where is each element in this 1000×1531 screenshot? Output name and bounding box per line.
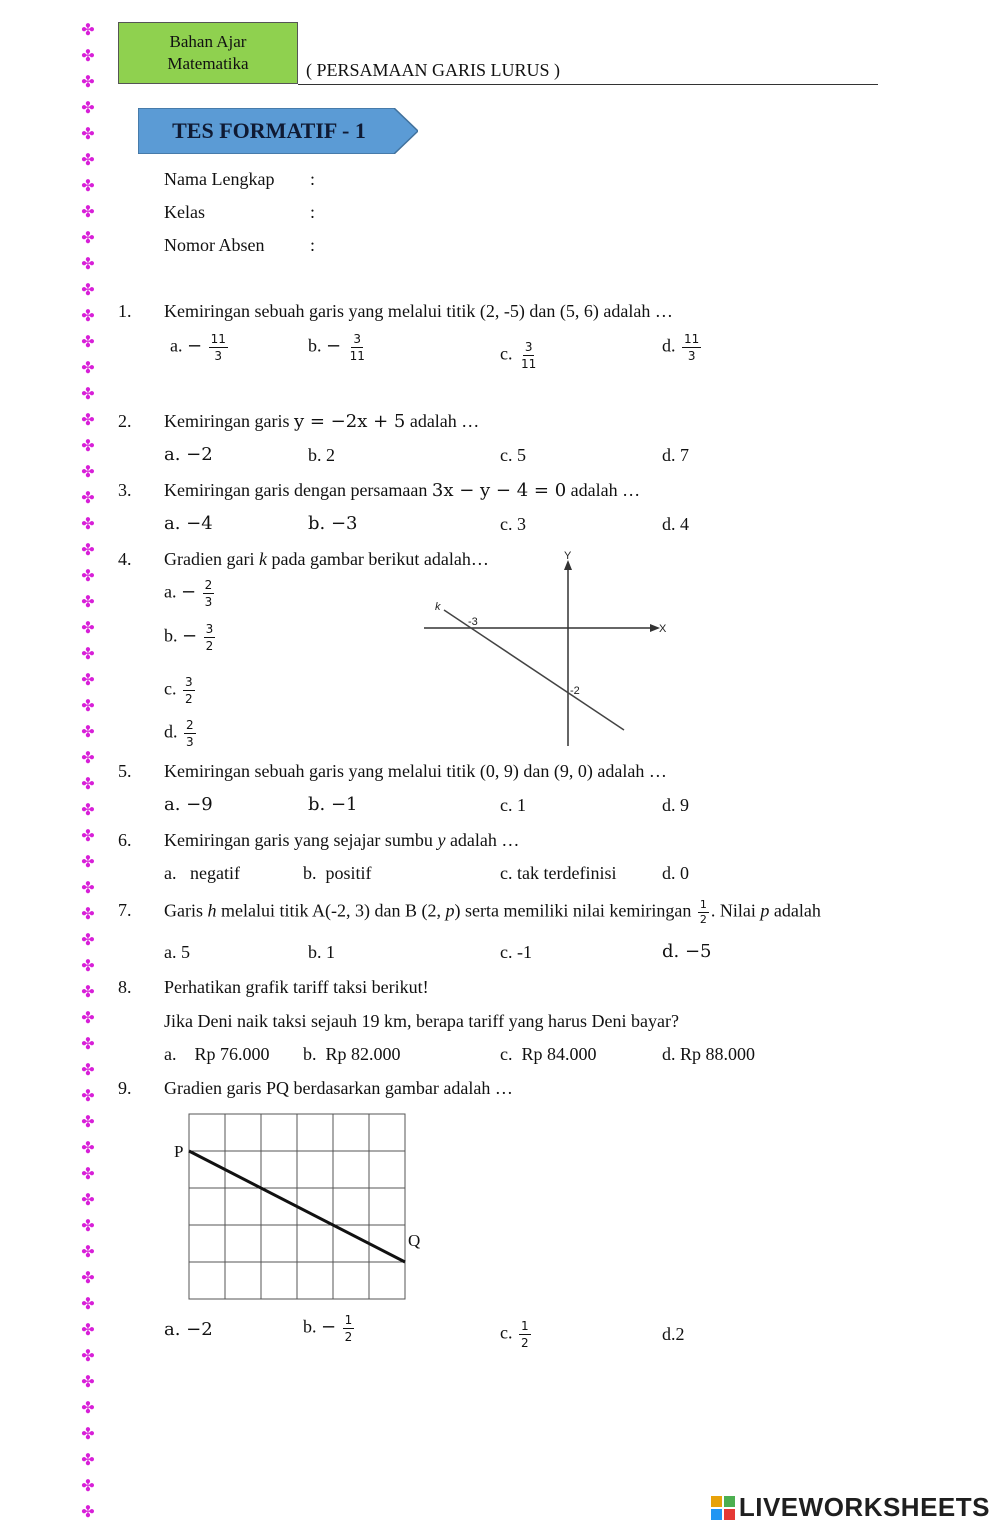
header-topic: ( PERSAMAAN GARIS LURUS ) bbox=[306, 60, 561, 80]
border-ornament-icon: ✤ bbox=[81, 878, 95, 897]
border-ornament-icon: ✤ bbox=[81, 1034, 95, 1053]
q4-b-fraction: $\frac{3}{2}$ bbox=[205, 622, 214, 653]
q9-grid-figure bbox=[170, 1108, 430, 1308]
border-ornament-icon: ✤ bbox=[81, 1190, 95, 1209]
q1-b-fraction: $\frac{3}{11}$ bbox=[349, 332, 365, 363]
q1-a-fraction: $\frac{11}{3}$ bbox=[210, 332, 226, 363]
q1-number: 1. bbox=[118, 301, 132, 321]
q8-text-2: Jika Deni naik taksi sejauh 19 km, berapa tariff yang harus Deni bayar? bbox=[164, 1011, 679, 1031]
q4-d-fraction: $\frac{2}{3}$ bbox=[186, 718, 194, 749]
border-ornament-icon: ✤ bbox=[81, 384, 95, 403]
q3-equation: 3x − y − 4 = 0 bbox=[431, 480, 567, 501]
border-ornament-icon: ✤ bbox=[81, 982, 95, 1001]
q2-option-c[interactable]: c. 5 bbox=[500, 445, 526, 465]
q4-option-a[interactable]: a. − $\frac{2}{3}$ bbox=[164, 578, 213, 609]
q7-fraction: $\frac{1}{2}$ bbox=[699, 898, 707, 926]
q3-option-b[interactable]: b. −3 bbox=[308, 513, 358, 534]
border-ornament-icon: ✤ bbox=[81, 1320, 95, 1339]
border-ornament-icon: ✤ bbox=[81, 1450, 95, 1469]
border-ornament-icon: ✤ bbox=[81, 1112, 95, 1131]
q2-number: 2. bbox=[118, 411, 132, 431]
page-title: TES FORMATIF - 1 bbox=[172, 118, 366, 143]
border-ornament-icon: ✤ bbox=[81, 904, 95, 923]
border-ornament-icon: ✤ bbox=[81, 150, 95, 169]
q4-c-fraction: $\frac{3}{2}$ bbox=[185, 675, 193, 706]
q4-k-label: k bbox=[435, 601, 441, 613]
name-colon: : bbox=[310, 169, 316, 189]
q4-y-intercept: -2 bbox=[570, 685, 580, 697]
q1-c-fraction: $\frac{3}{11}$ bbox=[521, 340, 537, 371]
header-subject-box bbox=[118, 22, 298, 84]
q7-text: Garis h melalui titik A(-2, 3) dan B (2, p) serta memiliki nilai kemiringan $\frac{1}{2}$ . Nilai p adalah bbox=[164, 898, 821, 926]
q7-number: 7. bbox=[118, 900, 132, 920]
q9-number: 9. bbox=[118, 1078, 132, 1098]
q1-text: Kemiringan sebuah garis yang melalui titik (2, -5) dan (5, 6) adalah … bbox=[164, 301, 673, 321]
border-ornament-icon: ✤ bbox=[81, 46, 95, 65]
q5-option-d[interactable]: d. 9 bbox=[662, 795, 689, 815]
q1-option-a[interactable]: a. − $\frac{11}{3}$ bbox=[170, 332, 226, 363]
border-ornament-icon: ✤ bbox=[81, 1346, 95, 1365]
border-ornament-icon: ✤ bbox=[81, 488, 95, 507]
q4-option-c[interactable]: c. $\frac{3}{2}$ bbox=[164, 675, 193, 706]
border-ornament-icon: ✤ bbox=[81, 1372, 95, 1391]
liveworksheets-logo[interactable] bbox=[711, 1492, 990, 1523]
border-ornament-icon: ✤ bbox=[81, 956, 95, 975]
border-ornament-icon: ✤ bbox=[81, 566, 95, 585]
liveworksheets-brand: LIVEWORKSHEETS bbox=[738, 1492, 990, 1522]
border-ornament-icon: ✤ bbox=[81, 670, 95, 689]
border-ornament-icon: ✤ bbox=[81, 826, 95, 845]
q6-option-d[interactable]: d. 0 bbox=[662, 863, 689, 883]
q1-d-fraction: $\frac{11}{3}$ bbox=[684, 332, 700, 363]
q8-text: Perhatikan grafik tariff taksi berikut! bbox=[164, 977, 429, 997]
q5-option-c[interactable]: c. 1 bbox=[500, 795, 526, 815]
border-ornament-icon: ✤ bbox=[81, 1398, 95, 1417]
q9-b-fraction: $\frac{1}{2}$ bbox=[344, 1313, 353, 1344]
border-ornament-icon: ✤ bbox=[81, 722, 95, 741]
q4-y-label: Y bbox=[564, 550, 572, 562]
q7-option-d[interactable]: d. −5 bbox=[662, 941, 712, 962]
q5-number: 5. bbox=[118, 761, 132, 781]
border-ornament-icon: ✤ bbox=[81, 280, 95, 299]
q2-equation: y = −2x + 5 bbox=[293, 411, 406, 432]
q1-option-c[interactable]: c. $\frac{3}{11}$ bbox=[500, 340, 537, 371]
header-box-line2: Matematika bbox=[167, 54, 249, 73]
q3-text: Kemiringan garis dengan persamaan 3x − y − 4 = 0 adalah … bbox=[164, 480, 641, 501]
q6-text: Kemiringan garis yang sejajar sumbu y adalah … bbox=[164, 830, 520, 850]
header-box-line1: Bahan Ajar bbox=[169, 32, 247, 51]
q8-option-c[interactable]: c. Rp 84.000 bbox=[500, 1044, 597, 1064]
border-ornament-icon: ✤ bbox=[81, 410, 95, 429]
q9-option-a[interactable]: a. −2 bbox=[164, 1319, 213, 1340]
border-ornament-icon: ✤ bbox=[81, 358, 95, 377]
q9-point-q-label: Q bbox=[408, 1231, 421, 1250]
border-ornament-icon: ✤ bbox=[81, 1424, 95, 1443]
number-colon: : bbox=[310, 235, 316, 255]
q1-option-b[interactable]: b. − $\frac{3}{11}$ bbox=[308, 332, 365, 363]
q4-a-fraction: $\frac{2}{3}$ bbox=[204, 578, 213, 609]
name-label: Nama Lengkap bbox=[164, 169, 275, 189]
border-ornament-icon: ✤ bbox=[81, 540, 95, 559]
header-rule bbox=[298, 84, 878, 85]
q4-text: Gradien gari k pada gambar berikut adalah… bbox=[164, 549, 489, 569]
border-ornament-icon: ✤ bbox=[81, 98, 95, 117]
border-ornament-icon: ✤ bbox=[81, 1268, 95, 1287]
border-ornament-icon: ✤ bbox=[81, 332, 95, 351]
border-ornament-icon: ✤ bbox=[81, 254, 95, 273]
border-ornament-icon: ✤ bbox=[81, 1502, 95, 1521]
q3-number: 3. bbox=[118, 480, 132, 500]
border-ornament-icon: ✤ bbox=[81, 1138, 95, 1157]
border-ornament-icon: ✤ bbox=[81, 306, 95, 325]
q3-option-c[interactable]: c. 3 bbox=[500, 514, 526, 534]
class-colon: : bbox=[310, 202, 316, 222]
border-ornament-icon: ✤ bbox=[81, 774, 95, 793]
border-ornament-icon: ✤ bbox=[81, 592, 95, 611]
border-ornament-icon: ✤ bbox=[81, 436, 95, 455]
q6-option-c[interactable]: c. tak terdefinisi bbox=[500, 863, 617, 883]
q6-option-b[interactable]: b. positif bbox=[303, 863, 372, 883]
border-ornament-icon: ✤ bbox=[81, 1216, 95, 1235]
q3-option-d[interactable]: d. 4 bbox=[662, 514, 689, 534]
q5-option-b[interactable]: b. −1 bbox=[308, 794, 358, 815]
border-ornament-icon: ✤ bbox=[81, 618, 95, 637]
border-ornament-icon: ✤ bbox=[81, 1476, 95, 1495]
q4-number: 4. bbox=[118, 549, 132, 569]
border-ornament-icon: ✤ bbox=[81, 696, 95, 715]
q2-option-d[interactable]: d. 7 bbox=[662, 445, 689, 465]
border-ornament-icon: ✤ bbox=[81, 1242, 95, 1261]
q6-option-a[interactable]: a. negatif bbox=[164, 863, 240, 883]
q4-x-label: X bbox=[659, 623, 667, 635]
q6-number: 6. bbox=[118, 830, 132, 850]
q5-text: Kemiringan sebuah garis yang melalui titik (0, 9) dan (9, 0) adalah … bbox=[164, 761, 667, 781]
border-ornament-icon: ✤ bbox=[81, 644, 95, 663]
border-ornament-icon: ✤ bbox=[81, 72, 95, 91]
border-ornament-icon: ✤ bbox=[81, 20, 95, 39]
q3-option-a[interactable]: a. −4 bbox=[164, 513, 213, 534]
q4-x-intercept: -3 bbox=[468, 616, 478, 628]
border-ornament-icon: ✤ bbox=[81, 1060, 95, 1079]
q5-option-a[interactable]: a. −9 bbox=[164, 794, 213, 815]
q9-text: Gradien garis PQ berdasarkan gambar adalah … bbox=[164, 1078, 513, 1098]
decorative-border bbox=[78, 22, 98, 1522]
liveworksheets-logo-icon bbox=[711, 1496, 735, 1520]
q7-option-c[interactable]: c. -1 bbox=[500, 942, 532, 962]
q2-option-a[interactable]: a. −2 bbox=[164, 444, 213, 465]
border-ornament-icon: ✤ bbox=[81, 176, 95, 195]
border-ornament-icon: ✤ bbox=[81, 1086, 95, 1105]
q1-option-d[interactable]: d. $\frac{11}{3}$ bbox=[662, 332, 700, 363]
border-ornament-icon: ✤ bbox=[81, 1294, 95, 1313]
border-ornament-icon: ✤ bbox=[81, 228, 95, 247]
q8-option-b[interactable]: b. Rp 82.000 bbox=[303, 1044, 401, 1064]
q9-option-c[interactable]: c. $\frac{1}{2}$ bbox=[500, 1319, 529, 1350]
border-ornament-icon: ✤ bbox=[81, 514, 95, 533]
border-ornament-icon: ✤ bbox=[81, 748, 95, 767]
q9-point-p-label: P bbox=[174, 1142, 184, 1161]
border-ornament-icon: ✤ bbox=[81, 202, 95, 221]
q8-option-a[interactable]: a. Rp 76.000 bbox=[164, 1044, 270, 1064]
q4-option-d[interactable]: d. $\frac{2}{3}$ bbox=[164, 718, 194, 749]
number-label: Nomor Absen bbox=[164, 235, 265, 255]
q9-c-fraction: $\frac{1}{2}$ bbox=[521, 1319, 529, 1350]
q2-text: Kemiringan garis y = −2x + 5 adalah … bbox=[164, 411, 480, 432]
q4-graph bbox=[420, 548, 680, 753]
q7-option-a[interactable]: a. 5 bbox=[164, 942, 190, 962]
q7-option-b[interactable]: b. 1 bbox=[308, 942, 335, 962]
border-ornament-icon: ✤ bbox=[81, 462, 95, 481]
q8-option-d[interactable]: d. Rp 88.000 bbox=[662, 1044, 756, 1064]
border-ornament-icon: ✤ bbox=[81, 800, 95, 819]
border-ornament-icon: ✤ bbox=[81, 852, 95, 871]
border-ornament-icon: ✤ bbox=[81, 124, 95, 143]
border-ornament-icon: ✤ bbox=[81, 1008, 95, 1027]
q9-option-b[interactable]: b. − $\frac{1}{2}$ bbox=[303, 1313, 353, 1344]
q4-option-b[interactable]: b. − $\frac{3}{2}$ bbox=[164, 622, 214, 653]
q9-option-d[interactable]: d.2 bbox=[662, 1324, 685, 1344]
class-label: Kelas bbox=[164, 202, 205, 222]
q2-option-b[interactable]: b. 2 bbox=[308, 445, 335, 465]
border-ornament-icon: ✤ bbox=[81, 1164, 95, 1183]
q8-number: 8. bbox=[118, 977, 132, 997]
border-ornament-icon: ✤ bbox=[81, 930, 95, 949]
